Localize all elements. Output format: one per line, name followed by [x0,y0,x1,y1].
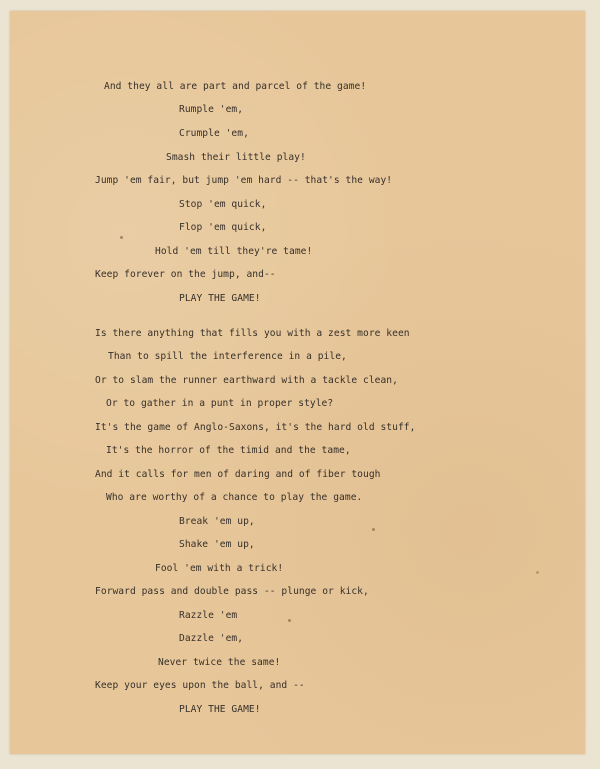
typed-page [10,11,585,754]
poem-line: It's the horror of the timid and the tame, [106,445,351,456]
paper-speck [120,236,123,239]
poem-line: Smash their little play! [166,152,306,163]
paper-speck [372,528,375,531]
poem-line: Razzle 'em [179,610,238,621]
poem-line: Stop 'em quick, [179,199,267,210]
poem-line: Dazzle 'em, [179,633,244,644]
poem-line: Flop 'em quick, [179,222,267,233]
poem-line: Who are worthy of a chance to play the game. [106,492,363,503]
poem-line: Fool 'em with a trick! [155,563,284,574]
poem-heading: PLAY THE GAME! [179,293,261,304]
poem-line: Never twice the same! [158,657,281,668]
poem-line: Jump 'em fair, but jump 'em hard -- that's the way! [95,175,393,186]
poem-line: Than to spill the interference in a pile, [108,351,347,362]
paper-speck [536,571,539,574]
poem-line: Forward pass and double pass -- plunge or kick, [95,586,369,597]
poem-line: It's the game of Anglo-Saxons, it's the hard old stuff, [95,422,416,433]
poem-line: Or to slam the runner earthward with a tackle clean, [95,375,398,386]
poem-line: Rumple 'em, [179,104,244,115]
poem-line: Crumple 'em, [179,128,249,139]
poem-line: Hold 'em till they're tame! [155,246,313,257]
poem-line: Break 'em up, [179,516,255,527]
poem-line: Shake 'em up, [179,539,255,550]
poem-line: Keep your eyes upon the ball, and -- [95,680,305,691]
paper-speck [288,619,291,622]
poem-line: Or to gather in a punt in proper style? [106,398,334,409]
poem-line: And it calls for men of daring and of fiber tough [95,469,381,480]
poem-heading: PLAY THE GAME! [179,704,261,715]
poem-line: Keep forever on the jump, and-- [95,269,276,280]
poem-line: Is there anything that fills you with a zest more keen [95,328,410,339]
poem-line: And they all are part and parcel of the game! [104,81,367,92]
